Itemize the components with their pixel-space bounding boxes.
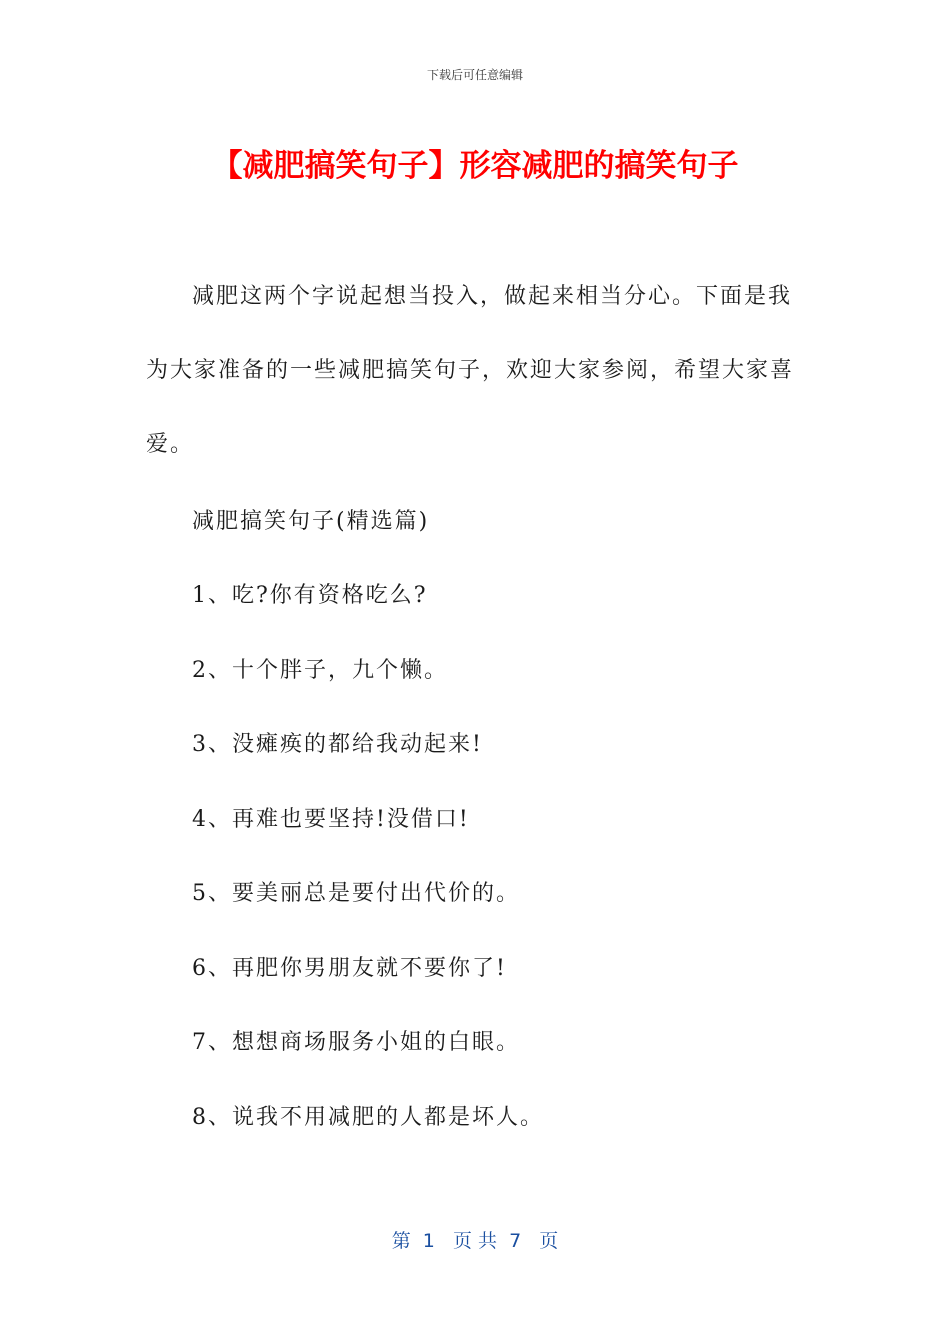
section-heading: 减肥搞笑句子(精选篇) [192,509,430,534]
list-item: 2、十个胖子，九个懒。 [192,658,448,683]
list-item: 6、再肥你男朋友就不要你了! [192,956,507,981]
intro-paragraph: 减肥这两个字说起想当投入，做起来相当分心。下面是我为大家准备的一些减肥搞笑句子，欢迎大家参阅，希望大家喜爱。 [146,284,795,457]
list-item: 4、再难也要坚持!没借口! [192,807,470,832]
list-item: 3、没瘫痪的都给我动起来! [192,732,483,757]
list-item: 1、吃?你有资格吃么? [192,583,428,608]
list-item: 5、要美丽总是要付出代价的。 [192,881,520,906]
page-number-footer: 第 1 页 共 7 页 [391,1230,559,1252]
list-item: 7、想想商场服务小姐的白眼。 [192,1030,520,1055]
header-note: 下载后可任意编辑 [426,68,523,82]
document-title: 【减肥搞笑句子】形容减肥的搞笑句子 [211,148,739,184]
list-item: 8、说我不用减肥的人都是坏人。 [192,1105,544,1130]
